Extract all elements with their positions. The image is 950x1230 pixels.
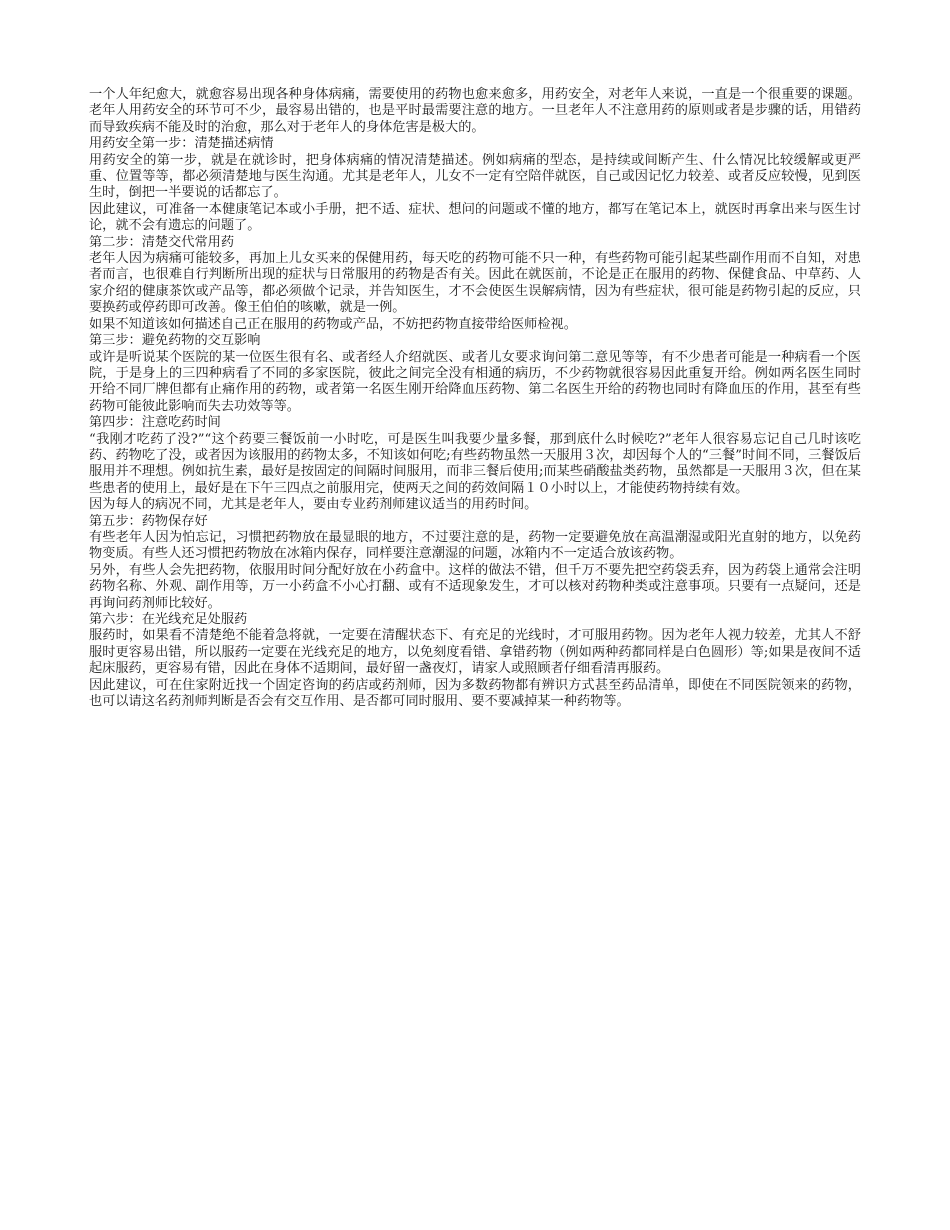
section-paragraph: 老年人因为病痛可能较多，再加上儿女买来的保健用药，每天吃的药物可能不只一种，有些药物可能引起某些副作用而不自知，对患者而言，也很难自行判断所出现的症状与日常服用的药物是否有关。因此在就医前，不论是正在服用的药物、保健食品、中草药、人家介绍的健康茶饮或产品等，都必须做个记录，并告知医生，才不会使医生误解病情，因为有些症状，很可能是药物引起的反应，只要换药或停药即可改善。像王伯伯的咳嗽，就是一例。 (89, 251, 861, 316)
section-heading: 第五步：药物保存好 (89, 513, 208, 529)
section-step-6 (89, 612, 861, 710)
section-heading: 第二步：清楚交代常用药 (89, 234, 235, 250)
section-paragraph: 或许是听说某个医院的某一位医生很有名、或者经人介绍就医、或者儿女要求询问第二意见等等，有不少患者可能是一种病看一个医院，于是身上的三四种病看了不同的多家医院，彼此之间完全没有相通的病历，不少药物就很容易因此重复开给。例如两名医生同时开给不同厂牌但都有止痛作用的药物，或者第一名医生刚开给降血压药物、第二名医生开给的药物也同时有降血压的作用，甚至有些药物可能彼此影响而失去功效等等。 (89, 349, 861, 414)
section-heading: 第四步：注意吃药时间 (89, 415, 221, 431)
section-heading: 用药安全第一步：清楚描述病情 (89, 136, 274, 152)
section-step-2 (89, 235, 861, 333)
section-paragraph: 另外，有些人会先把药物，依服用时间分配好放在小药盒中。这样的做法不错，但千万不要先把空药袋丢弃，因为药袋上通常会注明药物名称、外观、副作用等，万一小药盒不小心打翻、或有不适现象发生，才可以核对药物种类或注意事项。只要有一点疑问，还是再询问药剂师比较好。 (89, 562, 861, 611)
intro-paragraph: 一个人年纪愈大，就愈容易出现各种身体病痛，需要使用的药物也愈来愈多，用药安全，对老年人来说，一直是一个很重要的课题。老年人用药安全的环节可不少，最容易出错的，也是平时最需要注意的地方。一旦老年人不注意用药的原则或者是步骤的话，用错药而导致疾病不能及时的治愈，那么对于老年人的身体危害是极大的。 (89, 87, 861, 135)
section-paragraph: “我刚才吃药了没?”“这个药要三餐饭前一小时吃，可是医生叫我要少量多餐，那到底什么时候吃?”老年人很容易忘记自己几时该吃药、药物吃了没，或者因为该服用的药物太多，不知该如何吃;有些药物虽然一天服用３次，却因每个人的“三餐”时间不同，三餐饭后服用并不理想。例如抗生素，最好是按固定的间隔时间服用，而非三餐后使用;而某些硝酸盐类药物，虽然都是一天服用３次，但在某些患者的使用上，最好是在下午三四点之前服用完，使两天之间的药效间隔１０小时以上，才能使药物持续有效。 (89, 431, 861, 496)
section-heading: 第六步：在光线充足处服药 (89, 612, 248, 627)
section-paragraph: 有些老年人因为怕忘记，习惯把药物放在最显眼的地方，不过要注意的是，药物一定要避免放在高温潮湿或阳光直射的地方，以免药物变质。有些人还习惯把药物放在冰箱内保存，同样要注意潮湿的问题，冰箱内不一定适合放该药物。 (89, 529, 861, 562)
section-step-4 (89, 415, 861, 513)
section-paragraph: 如果不知道该如何描述自己正在服用的药物或产品，不妨把药物直接带给医师检视。 (89, 316, 577, 332)
section-paragraph: 因此建议，可在住家附近找一个固定咨询的药店或药剂师，因为多数药物都有辨识方式甚至药品清单，即使在不同医院领来的药物，也可以请这名药剂师判断是否会有交互作用、是否都可同时服用、要不要减掉某一种药物等。 (89, 677, 861, 710)
section-paragraph: 服药时，如果看不清楚绝不能着急将就，一定要在清醒状态下、有充足的光线时，才可服用药物。因为老年人视力较差，尤其人不舒服时更容易出错，所以服药一定要在光线充足的地方，以免刻度看错、拿错药物（例如两种药都同样是白色圆形）等;如果是夜间不适起床服药，更容易有错，因此在身体不适期间，最好留一盏夜灯，请家人或照顾者仔细看清再服药。 (89, 628, 861, 677)
section-paragraph: 因为每人的病况不同，尤其是老年人，要由专业药剂师建议适当的用药时间。 (89, 497, 538, 513)
section-heading: 第三步：避免药物的交互影响 (89, 333, 261, 349)
section-step-5 (89, 514, 861, 612)
section-step-1 (89, 136, 861, 234)
section-paragraph: 因此建议，可准备一本健康笔记本或小手册，把不适、症状、想问的问题或不懂的地方，都写在笔记本上，就医时再拿出来与医生讨论，就不会有遗忘的问题了。 (89, 201, 861, 234)
article-body (89, 87, 861, 710)
section-paragraph: 用药安全的第一步，就是在就诊时，把身体病痛的情况清楚描述。例如病痛的型态，是持续或间断产生、什么情况比较缓解或更严重、位置等等，都必须清楚地与医生沟通。尤其是老年人，儿女不一定有空陪伴就医，自己或因记忆力较差、或者反应较慢，见到医生时，倒把一半要说的话都忘了。 (89, 152, 861, 201)
section-step-3 (89, 333, 861, 415)
